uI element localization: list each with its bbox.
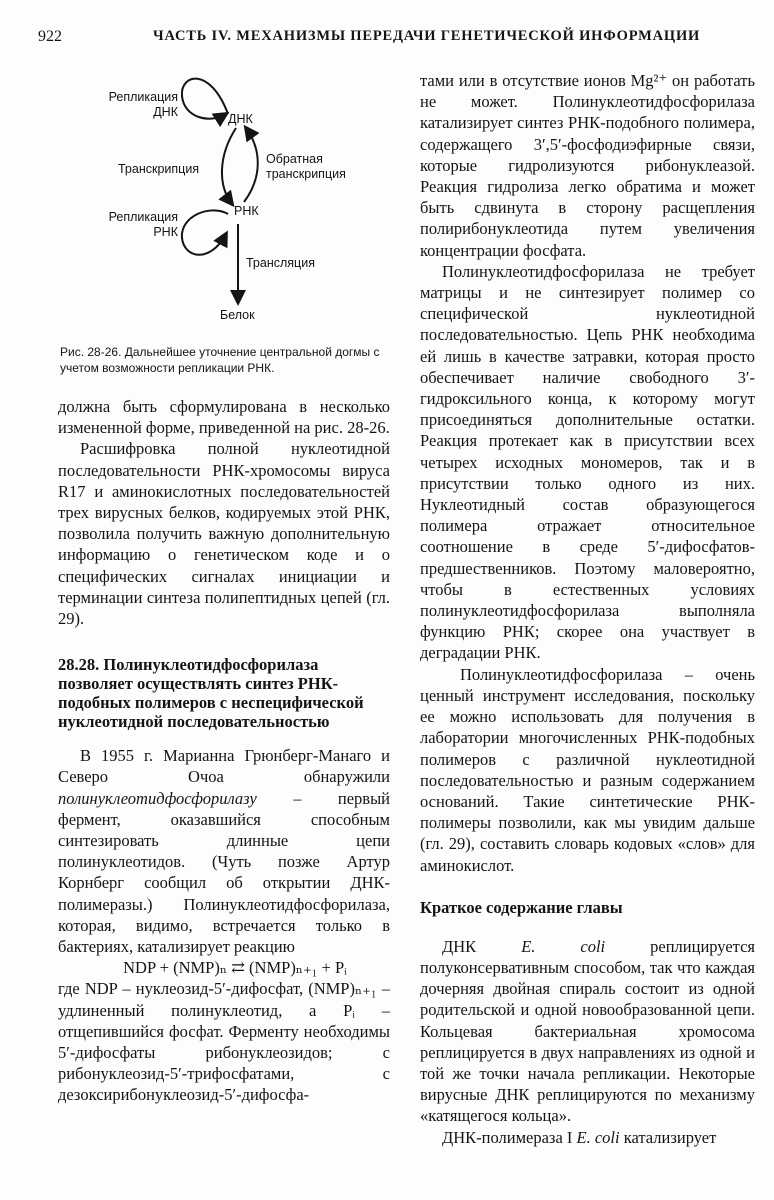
label-reverse-transcription: Обратная транскрипция	[266, 152, 346, 181]
reaction-equation: NDP + (NMP)ₙ ⇄ (NMP)ₙ₊₁ + Pᵢ	[123, 958, 347, 978]
figure-central-dogma	[60, 66, 390, 386]
page-number: 922	[38, 28, 62, 45]
paragraph: Полинуклеотидфосфорилаза – очень ценный инструмент исследования, поскольку ее можно использовать для получения в лаборатории многочисленных РНК-подобных полимеров с различной нуклеотидной последовательностью и разным содержанием оснований. Такие синтетические РНК-полимеры позволили, как мы увидим дальше (гл. 29), составить словарь кодовых «слов» для аминокислот.	[420, 664, 755, 875]
left-column	[58, 396, 390, 1106]
paragraph: где NDP – нуклеозид-5′-дифосфат, (NMP)ₙ₊₁ – удлиненный полинуклеотид, а Pᵢ – отщепившийся фосфат. Ферменту необходимы 5′-дифосфаты рибонуклеозидов; с рибонуклеозид-5′-трифосфатами, с дезоксирибонуклеозид-5′-дифосфа-	[58, 979, 390, 1105]
paragraph: должна быть сформулирована в несколько измененной форме, приведенной на рис. 28-26.	[58, 397, 390, 438]
right-column	[420, 70, 755, 1148]
paragraph: В 1955 г. Марианна Грюнберг-Манаго и Северо Очоа обнаружили полинуклеотидфосфорилазу – первый фермент, оказавшийся способным синтезировать длинные цепи полинуклеотидов. (Чуть позже Артур Корнберг сообщил об открытии ДНК-полимеразы.) Полинуклеотидфосфорилаза, которая, видимо, встречается только в бактериях, катализирует реакцию	[58, 746, 390, 957]
running-head: ЧАСТЬ IV. МЕХАНИЗМЫ ПЕРЕДАЧИ ГЕНЕТИЧЕСКОЙ ИНФОРМАЦИИ	[153, 28, 701, 44]
dna-replication-arrow	[182, 79, 228, 119]
summary-heading: Краткое содержание главы	[420, 897, 623, 917]
paragraph: Полинуклеотидфосфорилаза не требует матрицы и не синтезирует полимер со специфической нуклеотидной последовательностью. Цепь РНК необходима ей лишь в качестве затравки, которая просто обеспечивает наличие свободного 3′-гидроксильного конца, к которому могут присоединяться дополнительные остатки. Реакция протекает как в присутствии всех четырех исходных мономеров, так и в присутствии только одного из них. Нуклеотидный состав образующегося полимера отражает относительное соотношение в среде 5′-дифосфатов-предшественников. Поэтому маловероятно, чтобы в естественных условиях полинуклеотидфосфорилаза выполняла функцию РНК; скорее она участвует в деградации РНК.	[420, 261, 755, 663]
reverse-transcription-arrow	[244, 128, 258, 202]
paragraph: Расшифровка полной нуклеотидной последовательности РНК-хромосомы вируса R17 и аминокислотных последовательностей трех вирусных белков, кодируемых этой РНК, позволила получить важную дополнительную информацию о генетическом коде и о специфических сигналах инициации и терминации синтеза полипептидных цепей (гл. 29).	[58, 439, 390, 629]
paragraph: ДНК-полимераза I E. coli катализирует	[442, 1127, 717, 1147]
transcription-arrow	[222, 128, 236, 204]
organism-name: E. coli	[576, 1127, 620, 1147]
label-rna: РНК	[234, 204, 259, 218]
paragraph: тами или в отсутствие ионов Mg²⁺ он работать не может. Полинуклеотидфосфорилаза катализирует синтез РНК-подобного полимера, содержащего 3′,5′-фосфодиэфирные связи, которые гидролизуются рибонуклеазой. Реакция гидролиза легко обратима и может быть сдвинута в сторону расщепления полирибонуклеотида путем увеличения концентрации фосфата.	[420, 71, 755, 260]
rna-replication-arrow	[182, 210, 228, 254]
label-transcription: Транскрипция	[118, 162, 200, 176]
label-translation: Трансляция	[246, 256, 315, 270]
label-rna-replication: Репликация РНК	[108, 210, 178, 239]
paragraph: ДНК E. coli реплицируется полуконсервативным способом, так что каждая дочерняя двойная спираль состоит из одной родительской и одной новообразованной цепи. Кольцевая бактериальная хромосома реплицируется в двух направлениях из одной и той же точки начала репликации. Некоторые вирусные ДНК реплицируются по механизму «катящегося кольца».	[420, 936, 755, 1126]
label-dna: ДНК	[228, 112, 253, 126]
figure-caption: Рис. 28-26. Дальнейшее уточнение центральной догмы с учетом возможности репликации РНК.	[60, 345, 380, 375]
organism-name: E. coli	[521, 936, 606, 956]
page-header	[38, 28, 738, 52]
section-heading: 28.28. Полинуклеотидфосфорилаза позволяет осуществлять синтез РНК-подобных полимеров с неспецифической нуклеотидной последовательностью	[58, 655, 364, 732]
label-protein: Белок	[220, 308, 255, 322]
label-dna-replication: Репликация ДНК	[108, 90, 178, 119]
term-emphasis: полинуклеотидфосфорилазу	[58, 788, 257, 808]
